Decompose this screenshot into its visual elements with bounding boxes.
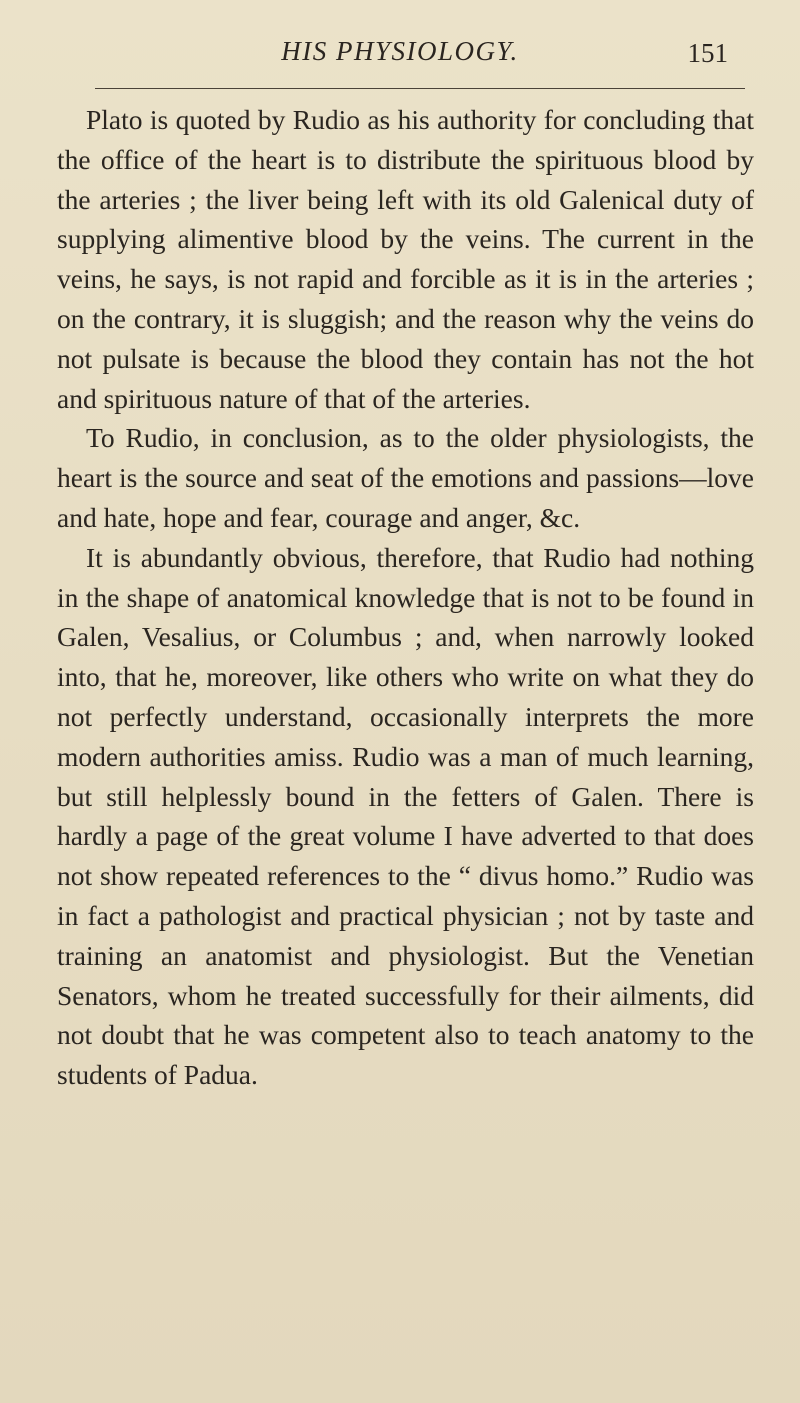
body-text: [57, 100, 754, 1095]
paragraph: It is abundantly obvious, therefore, that Rudio had nothing in the shape of anatomical knowledge that is not to be found in Galen, Vesalius, or Columbus ; and, when narrowly looked into, that he, moreover, like others who write on what they do not perfectly understand, occasionally interprets the more modern authorities amiss. Rudio was a man of much learning, but still helplessly bound in the fetters of Galen. There is hardly a page of the great volume I have adverted to that does not show repeated references to the “ divus homo.” Rudio was in fact a pathologist and practical physician ; not by taste and training an anatomist and physiologist. But the Venetian Senators, whom he treated successfully for their ailments, did not doubt that he was competent also to teach anatomy to the students of Padua.: [57, 541, 754, 1091]
running-head: [0, 36, 800, 76]
page-number: 151: [687, 38, 728, 68]
running-title: HIS PHYSIOLOGY.: [281, 36, 519, 66]
paragraph: To Rudio, in conclusion, as to the older physiologists, the heart is the source and seat of the emotions and passions—love and hate, hope and fear, courage and anger, &c.: [57, 422, 754, 533]
paragraph: Plato is quoted by Rudio as his authority for concluding that the office of the heart is to distribute the spirituous blood by the arteries ; the liver being left with its old Galenical duty of supplying alimentive blood by the veins. The current in the veins, he says, is not rapid and forcible as it is in the arteries ; on the contrary, it is sluggish; and the reason why the veins do not pulsate is because the blood they contain has not the hot and spirituous nature of that of the arteries.: [57, 104, 754, 414]
header-rule: [95, 88, 745, 89]
